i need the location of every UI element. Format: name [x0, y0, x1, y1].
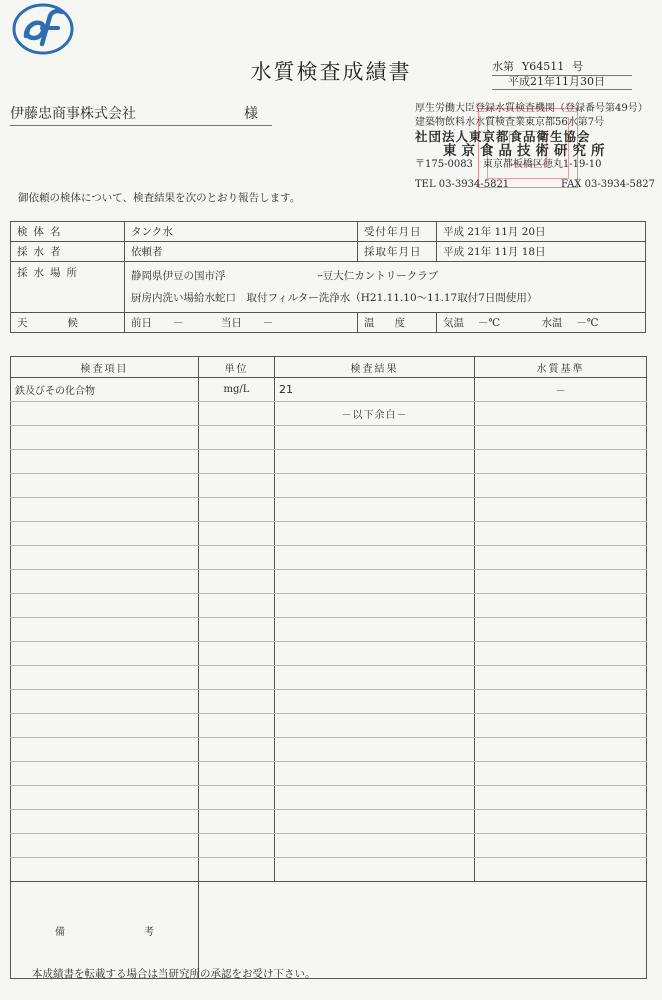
table-row [11, 666, 647, 690]
issuer-fax: FAX 03-3934-5827 [561, 179, 655, 190]
table-row [11, 474, 647, 498]
results-header-row [11, 357, 647, 378]
weather-label: 天候 [11, 313, 125, 333]
empty-cell [475, 402, 647, 426]
location-line-1-b: ｰ豆大仁カントリークラブ [317, 270, 439, 282]
remarks-label-a: 備 [55, 926, 65, 938]
temperature-value [437, 313, 646, 333]
remarks-label-cell [11, 882, 199, 979]
empty-cell [199, 402, 275, 426]
location-label: 採水場所 [11, 262, 125, 313]
blank-rows [11, 426, 647, 882]
document-number-prefix: 水第 [492, 60, 514, 73]
empty-cell [275, 858, 475, 882]
empty-cell [11, 474, 199, 498]
empty-cell [199, 618, 275, 642]
empty-cell [199, 858, 275, 882]
empty-cell [199, 786, 275, 810]
issuer-contacts [415, 178, 655, 192]
empty-cell [475, 810, 647, 834]
empty-cell [199, 522, 275, 546]
empty-cell [199, 690, 275, 714]
table-row [11, 570, 647, 594]
footer-notice: 本成績書を転載する場合は当研究所の承認をお受け下さい。 [32, 968, 316, 980]
client-name: 伊藤忠商事株式会社 [10, 106, 136, 122]
table-row [11, 738, 647, 762]
table-row [11, 714, 647, 738]
water-temperature: 水温 －℃ [541, 317, 599, 329]
collected-date-label: 採取年月日 [358, 242, 437, 262]
empty-cell [275, 594, 475, 618]
unit-cell: mg/L [199, 378, 275, 402]
empty-cell [275, 786, 475, 810]
empty-cell [475, 546, 647, 570]
location-line-1-a: 静岡県伊豆の国市浮 [131, 270, 226, 282]
table-row [11, 858, 647, 882]
issuer-registration: 厚生労働大臣登録水質検査機関（登録番号第49号） [415, 103, 648, 114]
header-unit: 単位 [199, 357, 275, 378]
empty-cell [275, 762, 475, 786]
header-test-result: 検査結果 [275, 357, 475, 378]
empty-cell [275, 546, 475, 570]
empty-cell [11, 546, 199, 570]
empty-cell [199, 570, 275, 594]
empty-cell [11, 666, 199, 690]
results-table [10, 356, 647, 979]
location-value [125, 262, 646, 313]
collector-label: 採水者 [11, 242, 125, 262]
empty-cell [199, 666, 275, 690]
table-row [11, 594, 647, 618]
issuer-tel: TEL 03-3934-5821 [415, 179, 510, 190]
issuer-association: 社団法人東京都食品衛生協会 [415, 129, 591, 144]
empty-cell [475, 594, 647, 618]
table-row [11, 450, 647, 474]
received-date-label: 受付年月日 [358, 222, 437, 242]
empty-cell [11, 786, 199, 810]
table-row [11, 618, 647, 642]
table-row [11, 426, 647, 450]
empty-cell [475, 834, 647, 858]
document-date: 平成21年11月30日 [492, 73, 632, 90]
header-water-standard: 水質基準 [475, 357, 647, 378]
table-row [11, 546, 647, 570]
empty-cell [275, 642, 475, 666]
empty-cell [275, 522, 475, 546]
table-row [11, 522, 647, 546]
empty-cell [11, 450, 199, 474]
empty-cell [11, 714, 199, 738]
weather-prev-day: 前日 － [131, 317, 184, 329]
table-row [11, 378, 647, 402]
empty-cell [11, 690, 199, 714]
empty-cell [475, 450, 647, 474]
empty-cell [199, 738, 275, 762]
empty-cell [475, 474, 647, 498]
client-honorific: 様 [244, 106, 258, 122]
table-row [11, 810, 647, 834]
location-line-2: 厨房内洗い場給水蛇口 取付フィルター洗浄水（H21.11.10～11.17取付7日間使用） [131, 292, 538, 304]
empty-cell [475, 738, 647, 762]
received-date-value: 平成 21年 11月 20日 [437, 222, 646, 242]
temperature-label: 温度 [358, 313, 437, 333]
empty-cell [275, 810, 475, 834]
info-row-location [11, 262, 646, 313]
empty-cell [475, 714, 647, 738]
empty-cell [11, 498, 199, 522]
client-name-line [10, 103, 272, 126]
standard-cell: － [475, 378, 647, 402]
empty-cell [199, 642, 275, 666]
sample-info-table [10, 221, 646, 333]
empty-cell [475, 762, 647, 786]
collector-value: 依頼者 [125, 242, 358, 262]
empty-cell [275, 714, 475, 738]
empty-cell [275, 474, 475, 498]
empty-cell [475, 642, 647, 666]
issuer-institute: 東京食品技術研究所 [443, 143, 610, 159]
weather-value [125, 313, 358, 333]
issuer-address: 〒175-0083 東京都板橋区徳丸1-19-10 [415, 159, 602, 170]
of-logo-icon [12, 2, 74, 56]
empty-cell [199, 714, 275, 738]
sample-name-value: タンク水 [125, 222, 358, 242]
empty-cell [11, 834, 199, 858]
empty-cell [199, 810, 275, 834]
info-row-sample [11, 222, 646, 242]
issuer-license: 建築物飲料水水質検査業東京都56水第7号 [415, 117, 605, 128]
location-line-1 [131, 265, 639, 287]
table-row [11, 786, 647, 810]
empty-cell [275, 834, 475, 858]
air-temperature: 気温 －℃ [443, 317, 501, 329]
remarks-label-b: 考 [144, 926, 154, 938]
empty-cell [11, 762, 199, 786]
report-notice: 御依頼の検体について、検査結果を次のとおり報告します。 [18, 192, 301, 204]
empty-cell [11, 522, 199, 546]
info-row-collector [11, 242, 646, 262]
test-item-cell: 鉄及びその化合物 [11, 378, 199, 402]
document-number-suffix: 号 [572, 60, 584, 73]
empty-cell [275, 738, 475, 762]
empty-cell [199, 426, 275, 450]
empty-cell [275, 690, 475, 714]
info-row-weather [11, 313, 646, 333]
empty-cell [11, 642, 199, 666]
empty-cell [475, 786, 647, 810]
issuer-block [415, 102, 655, 192]
empty-cell [199, 498, 275, 522]
document-number-value: Y64511 [522, 60, 565, 73]
sample-name-label: 検体名 [11, 222, 125, 242]
empty-cell [11, 570, 199, 594]
empty-cell [11, 810, 199, 834]
empty-cell [199, 834, 275, 858]
empty-cell [199, 474, 275, 498]
empty-cell [11, 738, 199, 762]
header-test-item: 検査項目 [11, 357, 199, 378]
empty-cell [275, 450, 475, 474]
empty-cell [11, 594, 199, 618]
empty-cell [199, 594, 275, 618]
table-row [11, 402, 647, 426]
remarks-row [11, 882, 647, 979]
empty-cell [475, 858, 647, 882]
empty-cell [275, 618, 475, 642]
table-row [11, 498, 647, 522]
empty-cell [199, 450, 275, 474]
empty-cell [475, 426, 647, 450]
empty-cell [11, 618, 199, 642]
empty-cell [475, 666, 647, 690]
result-cell: 21 [275, 378, 475, 402]
empty-cell [11, 426, 199, 450]
table-row [11, 762, 647, 786]
empty-cell [475, 690, 647, 714]
empty-cell [275, 666, 475, 690]
table-row [11, 834, 647, 858]
empty-cell [11, 402, 199, 426]
empty-cell [475, 498, 647, 522]
empty-cell [275, 498, 475, 522]
remarks-label [15, 923, 194, 938]
empty-cell [475, 618, 647, 642]
table-row [11, 642, 647, 666]
table-row [11, 690, 647, 714]
empty-cell [475, 570, 647, 594]
remarks-content [199, 882, 647, 979]
empty-cell [11, 858, 199, 882]
weather-today: 当日 － [220, 317, 274, 329]
end-marker: －以下余白－ [275, 402, 475, 426]
empty-cell [199, 546, 275, 570]
empty-cell [275, 570, 475, 594]
empty-cell [199, 762, 275, 786]
document-title: 水質検査成績書 [250, 60, 412, 84]
empty-cell [275, 426, 475, 450]
collected-date-value: 平成 21年 11月 18日 [437, 242, 646, 262]
empty-cell [475, 522, 647, 546]
